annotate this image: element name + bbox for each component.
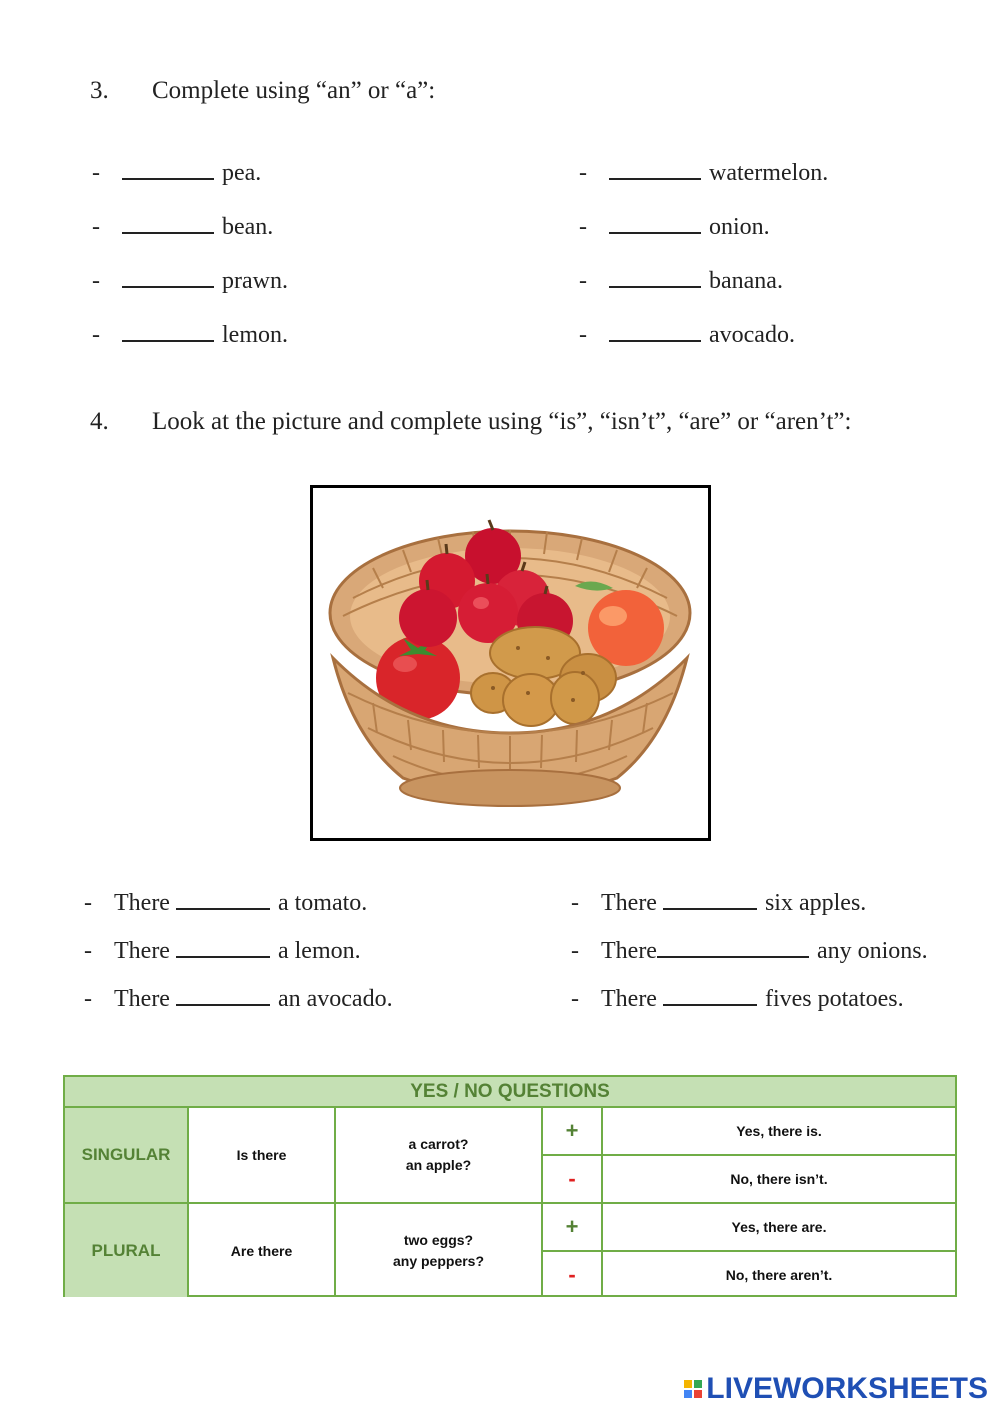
plural-label: PLURAL (65, 1204, 187, 1297)
minus-sign: - (568, 1166, 576, 1191)
article-item: - watermelon. (579, 156, 828, 187)
exercise-3-number: 3. (90, 77, 109, 104)
article-item: - pea. (92, 156, 261, 187)
exercise-4-number: 4. (90, 408, 109, 435)
article-item: - lemon. (92, 318, 288, 349)
minus-sign: - (568, 1261, 576, 1287)
answer-blank[interactable] (122, 264, 214, 288)
yes-no-questions-table (63, 1075, 957, 1297)
item-word: banana. (709, 268, 783, 294)
article-item: - onion. (579, 210, 770, 241)
item-word: prawn. (222, 268, 288, 294)
fruit-basket-illustration (313, 488, 708, 838)
article-item: - banana. (579, 264, 783, 295)
exercise-3-instruction: Complete using “an” or “a”: (152, 77, 436, 104)
plus-sign: + (565, 1214, 579, 1239)
plural-objects: two eggs? any peppers? (392, 1231, 485, 1269)
article-item: - avocado. (579, 318, 795, 349)
answer-blank[interactable] (663, 982, 757, 1006)
liveworksheets-logo-icon (684, 1380, 702, 1398)
there-sentence: - There a tomato. (84, 886, 367, 917)
exercise-4-heading (90, 408, 851, 436)
answer-blank[interactable] (609, 210, 701, 234)
singular-positive-answer: Yes, there is. (736, 1123, 822, 1139)
answer-blank[interactable] (657, 934, 809, 958)
answer-blank[interactable] (663, 886, 757, 910)
singular-question: Is there (236, 1147, 287, 1163)
plus-sign: + (565, 1118, 579, 1143)
answer-blank[interactable] (122, 318, 214, 342)
brand-name: LIVEWORKSHEETS (706, 1372, 988, 1405)
article-item: - prawn. (92, 264, 288, 295)
answer-blank[interactable] (122, 156, 214, 180)
exercise-3-heading (90, 77, 435, 105)
plural-question: Are there (230, 1242, 293, 1259)
answer-blank[interactable] (176, 982, 270, 1006)
answer-blank[interactable] (176, 934, 270, 958)
answer-blank[interactable] (609, 156, 701, 180)
singular-label: SINGULAR (65, 1108, 187, 1202)
item-word: pea. (222, 160, 262, 186)
item-word: lemon. (222, 322, 288, 348)
table-divider (541, 1250, 955, 1252)
item-word: watermelon. (709, 160, 829, 186)
table-divider (541, 1154, 955, 1156)
table-divider (65, 1202, 955, 1204)
singular-objects: a carrot? an apple? (405, 1136, 472, 1173)
table-title: YES / NO QUESTIONS (65, 1077, 955, 1108)
basket-picture (310, 485, 711, 841)
answer-blank[interactable] (609, 264, 701, 288)
answer-blank[interactable] (122, 210, 214, 234)
there-sentence: - There six apples. (571, 886, 866, 917)
singular-negative-answer: No, there isn’t. (730, 1171, 828, 1187)
item-word: bean. (222, 214, 274, 240)
plural-negative-answer: No, there aren’t. (725, 1266, 833, 1283)
plural-positive-answer: Yes, there are. (731, 1219, 827, 1235)
there-sentence: - There a lemon. (84, 934, 361, 965)
liveworksheets-brand (684, 1372, 988, 1406)
there-sentence: - There fives potatoes. (571, 982, 904, 1013)
item-word: avocado. (709, 322, 795, 348)
there-sentence: - There any onions. (571, 934, 928, 965)
article-item: - bean. (92, 210, 273, 241)
answer-blank[interactable] (609, 318, 701, 342)
there-sentence: - There an avocado. (84, 982, 393, 1013)
answer-blank[interactable] (176, 886, 270, 910)
item-word: onion. (709, 214, 770, 240)
exercise-4-instruction: Look at the picture and complete using “is”, “isn’t”, “are” or “aren’t”: (152, 408, 852, 435)
